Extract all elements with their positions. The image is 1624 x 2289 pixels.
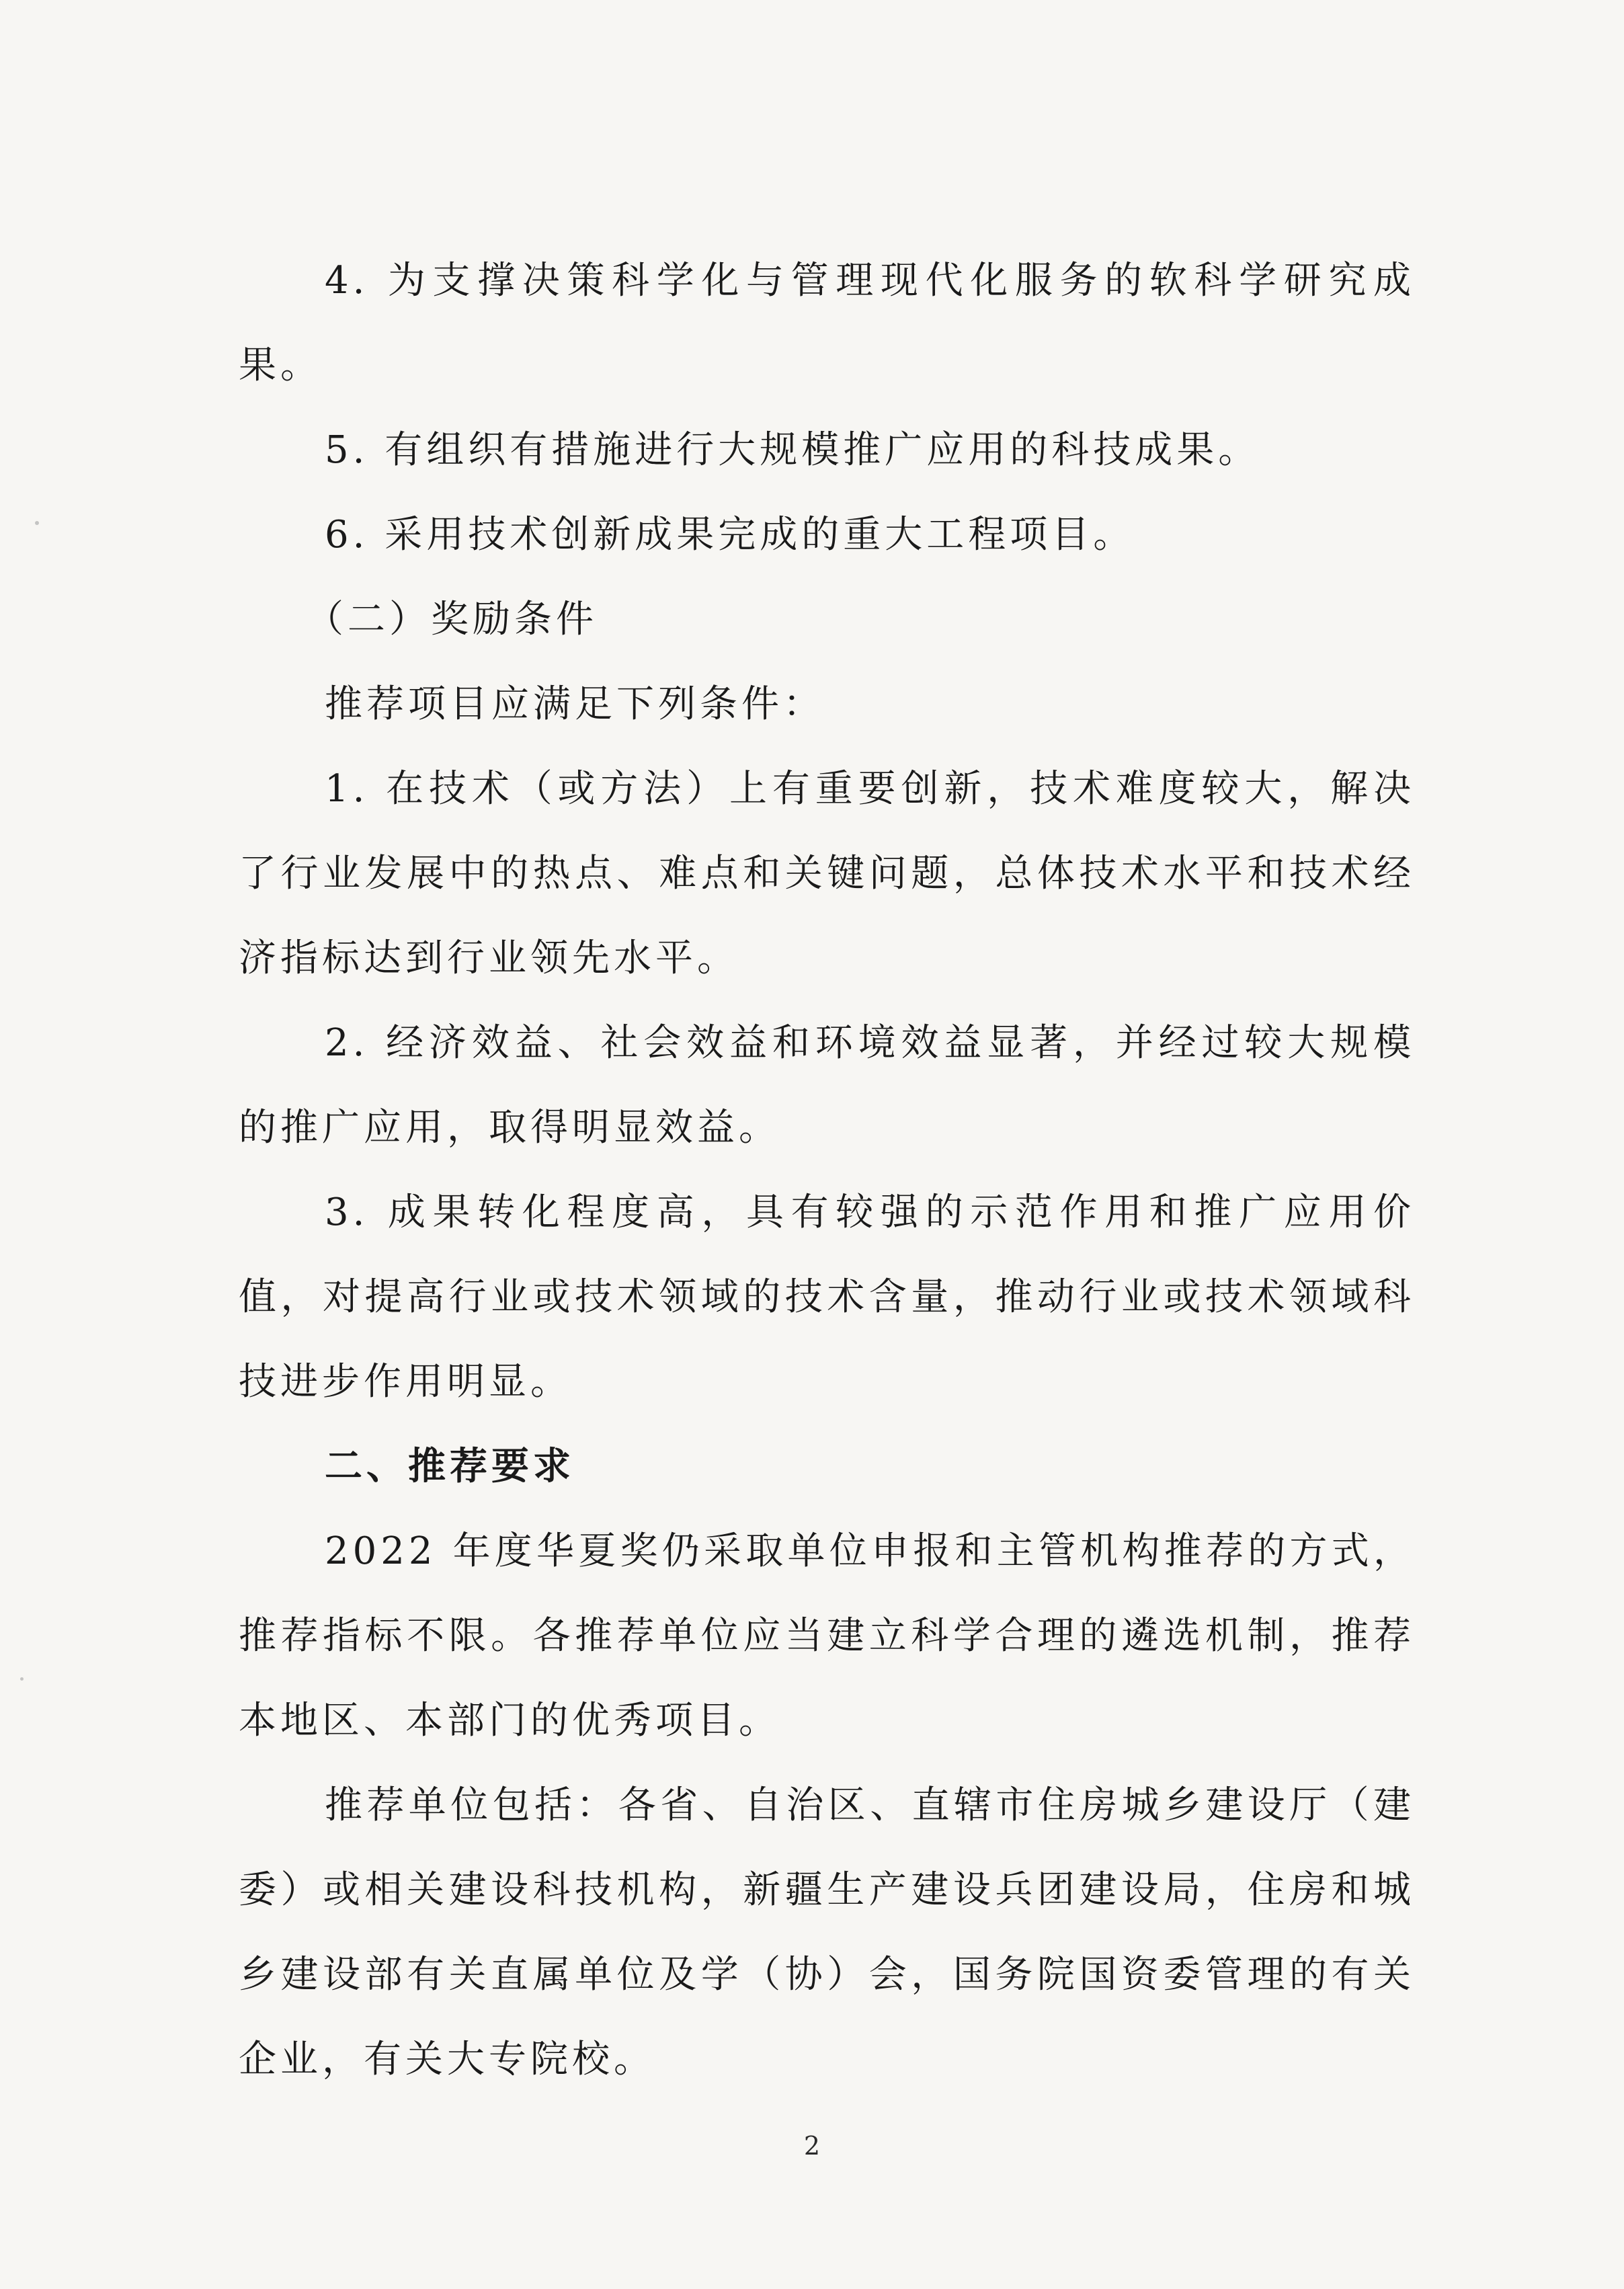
section-heading-recommendation-requirements: 二、推荐要求 (325, 1445, 575, 1488)
body-text (239, 239, 1415, 2102)
paragraph-conditions-intro: 推荐项目应满足下列条件： (325, 682, 825, 726)
paragraph-recommendation-method: 2022 年度华夏奖仍采取单位申报和主管机构推荐的方式，推荐指标不限。各推荐单位应当建立科学合理的遴选机制，推荐本地区、本部门的优秀项目。 (239, 1529, 1415, 1742)
page-number: 2 (803, 2131, 821, 2161)
paragraph-condition-2: 2. 经济效益、社会效益和环境效益显著，并经过较大规模的推广应用，取得明显效益。 (239, 1021, 1415, 1150)
paragraph-recommending-units: 推荐单位包括：各省、自治区、直辖市住房城乡建设厅（建委）或相关建设科技机构，新疆生产建设兵团建设局，住房和城乡建设部有关直属单位及学（协）会，国务院国资委管理的有关企业，有关大专院校。 (239, 1783, 1415, 2081)
scan-speck (20, 1677, 24, 1681)
paragraph-item-6: 6. 采用技术创新成果完成的重大工程项目。 (325, 513, 1135, 557)
paragraph-item-5: 5. 有组织有措施进行大规模推广应用的科技成果。 (325, 428, 1260, 472)
subheading-award-conditions: （二）奖励条件 (306, 598, 598, 641)
scan-speck (35, 521, 39, 525)
paragraph-condition-1: 1. 在技术（或方法）上有重要创新，技术难度较大，解决了行业发展中的热点、难点和关键问题，总体技术水平和技术经济指标达到行业领先水平。 (239, 767, 1415, 980)
paragraph-item-4: 4. 为支撑决策科学化与管理现代化服务的软科学研究成果。 (239, 259, 1415, 387)
paragraph-condition-3: 3. 成果转化程度高，具有较强的示范作用和推广应用价值，对提高行业或技术领域的技术含量，推动行业或技术领域科技进步作用明显。 (239, 1191, 1415, 1404)
